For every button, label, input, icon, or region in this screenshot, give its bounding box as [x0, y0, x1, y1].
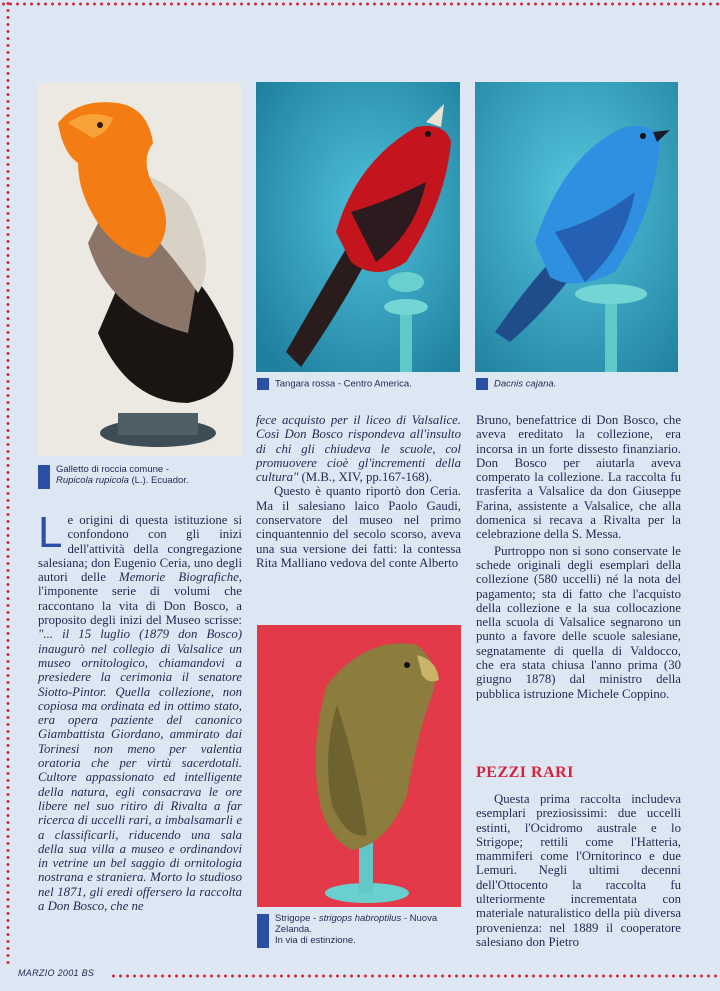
- caption-strigope: Strigope - strigops habroptilus - Nuova Zelanda. In via di estinzione.: [257, 913, 462, 946]
- paragraph: fece acquisto per il liceo di Valsalice. Così Don Bosco rispondeva all'insulto di chi gli chiudeva le scuole, col promuovere cioè gl'incrementi della cultura" (M.B., XIV, pp.167-168).: [256, 413, 461, 485]
- drop-cap: L: [38, 508, 63, 557]
- caption-marker: [476, 378, 488, 390]
- photo-strigope: [257, 625, 461, 907]
- caption-marker: [38, 465, 50, 489]
- caption-marker: [257, 914, 269, 948]
- top-dotted-border: [0, 0, 720, 8]
- caption-dacnis: Dacnis cajana.: [476, 378, 676, 390]
- bottom-dotted-border: [110, 972, 720, 980]
- caption-tangara: Tangara rossa - Centro America.: [257, 378, 457, 390]
- paragraph: Purtroppo non si sono conservate le schede originali degli esemplari della collezione (580 uccelli) né la nota del pagamento; sta di fatto che l'acquisto della collezione e la sua collocazione nella scuola di Valsalice segnarono un punto a favore delle scuole salesiane, segnatamente di quella di Valdocco, che era stata chiusa l'anno prima (30 giugno 1878) dal ministro della pubblica istruzione Michele Coppino.: [476, 543, 681, 701]
- photo-tangara-rossa: [256, 82, 460, 372]
- article-column-3: [476, 413, 681, 701]
- paragraph: Bruno, benefattrice di Don Bosco, che aveva ereditato la collezione, era incorsa in un forte dissesto finanziario. Don Bosco per aiutarla aveva comperato la collezione. La raccolta fu trasferita a Valsalice da don Giuseppe Farina, assistente a Valsalice, che alla domenica si recava a Rivalta per la celebrazione della S. Messa.: [476, 413, 681, 542]
- paragraph: Questa prima raccolta includeva esemplari preziosissimi: due uccelli estinti, l'Ocidromo australe e lo Strigope; rettili come l'Hatteria, mammiferi come l'Ornitorinco e due Lemuri. Negli ultimi decenni dell'Ottocento la raccolta fu ulteriormente incrementata con materiale naturalistico della più diversa provenienza: nel 1889 il cooperatore salesiano don Pietro: [476, 792, 681, 949]
- article-column-3-continued: [476, 792, 681, 949]
- section-heading: PEZZI RARI: [476, 764, 574, 781]
- photo-dacnis-cajana: [475, 82, 678, 372]
- photo-galletto-di-roccia: [38, 83, 241, 456]
- left-dotted-border: [4, 0, 12, 965]
- paragraph: Questo è quanto riportò don Ceria. Ma il salesiano laico Paolo Gaudi, conservatore del museo nel primo cinquantennio del secolo scorso, aveva una sua versione dei fatti: la contessa Rita Malliano vedova del conte Alberto: [256, 484, 461, 570]
- caption-galletto: Galletto di roccia comune - Rupicola rupicola (L.). Ecuador.: [38, 464, 238, 486]
- page-footer: MARZIO 2001 BS: [18, 968, 95, 978]
- caption-marker: [257, 378, 269, 390]
- article-column-1: [38, 508, 242, 914]
- paragraph: Le origini di questa istituzione si confondono con gli inizi dell'attività della congregazione salesiana; don Eugenio Ceria, uno degli autori delle Memorie Biografiche, l'imponente serie di volumi che raccontano la vita di Don Bosco, a proposito degli inizi del Museo scrisse: "... il 15 luglio (1879 don Bosco) inaugurò nel collegio di Valsalice un museo ornitologico, chiamandovi a presiedere la cerimonia il senatore Siotto-Pintor. Quella collezione, non copiosa ma ordinata ed in ottimo stato, era opera paziente del canonico Giambattista Giordano, ammirato dai Torinesi non meno per valentia oratoria che per virtù sacerdotali. Cultore appassionato ed intelligente della natura, egli consacrava le ore libere nel suo ritiro di Rivalta a far ricerca di uccelli rari, a imbalsamarli e a classificarli, riducendo una sala della sua villa a museo e ordinandovi in vetrine un bel saggio di ornitologia nostrana e straniera. Morto lo studioso nel 1871, gli eredi offersero la raccolta a Don Bosco, che ne: [38, 508, 242, 914]
- article-column-2: [256, 413, 461, 570]
